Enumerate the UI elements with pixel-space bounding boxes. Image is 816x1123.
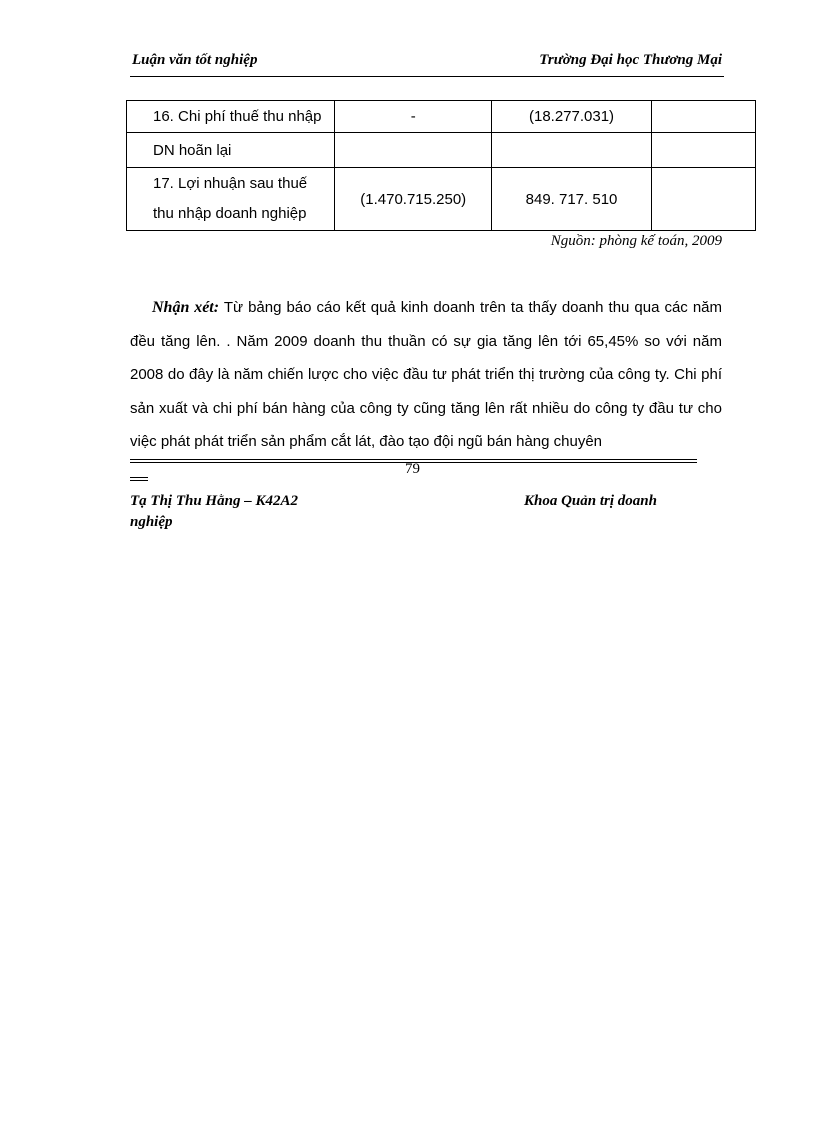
footer-author: Tạ Thị Thu Hằng – K42A2 bbox=[130, 493, 298, 509]
body-paragraph bbox=[130, 291, 722, 459]
header-thesis-title: Luận văn tốt nghiệp bbox=[132, 52, 258, 68]
row-label: DN hoãn lại bbox=[127, 133, 335, 168]
table-row bbox=[127, 133, 756, 168]
row-label-line1: 17. Lợi nhuận sau thuế bbox=[153, 175, 308, 192]
row-value-2008: - bbox=[335, 101, 491, 133]
table-row bbox=[127, 168, 756, 231]
row-value-2009 bbox=[491, 133, 651, 168]
paragraph-label: Nhận xét: bbox=[152, 299, 220, 316]
row-value-2009: 849. 717. 510 bbox=[491, 168, 651, 231]
page-number: 79 bbox=[405, 461, 420, 477]
footer-mark bbox=[130, 480, 148, 481]
row-label bbox=[127, 168, 335, 231]
table-source-note: Nguồn: phòng kế toán, 2009 bbox=[550, 233, 722, 249]
header-university: Trường Đại học Thương Mại bbox=[539, 52, 722, 68]
footer-mark bbox=[130, 477, 148, 478]
financial-table bbox=[126, 100, 756, 231]
table-row bbox=[127, 101, 756, 133]
row-value-2008 bbox=[335, 133, 491, 168]
row-value-extra bbox=[652, 168, 756, 231]
row-label-line2: thu nhập doanh nghiệp bbox=[153, 205, 307, 222]
footer-faculty: Khoa Quản trị doanh bbox=[524, 493, 657, 509]
row-value-extra bbox=[652, 133, 756, 168]
footer-divider bbox=[130, 459, 697, 460]
row-value-extra bbox=[652, 101, 756, 133]
footer-faculty-continuation: nghiệp bbox=[130, 514, 173, 530]
header-divider bbox=[130, 76, 724, 77]
row-value-2009: (18.277.031) bbox=[491, 101, 651, 133]
row-value-2008: (1.470.715.250) bbox=[335, 168, 491, 231]
paragraph-text: Từ bảng báo cáo kết quả kinh doanh trên ta thấy doanh thu qua các năm đều tăng lên. . Năm 2009 doanh thu thuần có sự gia tăng lên tới 65,45% so với năm 2008 do đây là năm chiến lược cho việc đầu tư phát triển thị trường của công ty. Chi phí sản xuất và chi phí bán hàng của công ty cũng tăng lên rất nhiều do công ty đầu tư cho việc phát phát triển sản phẩm cắt lát, đào tạo đội ngũ bán hàng chuyên bbox=[130, 299, 723, 450]
row-label: 16. Chi phí thuế thu nhập bbox=[127, 101, 335, 133]
